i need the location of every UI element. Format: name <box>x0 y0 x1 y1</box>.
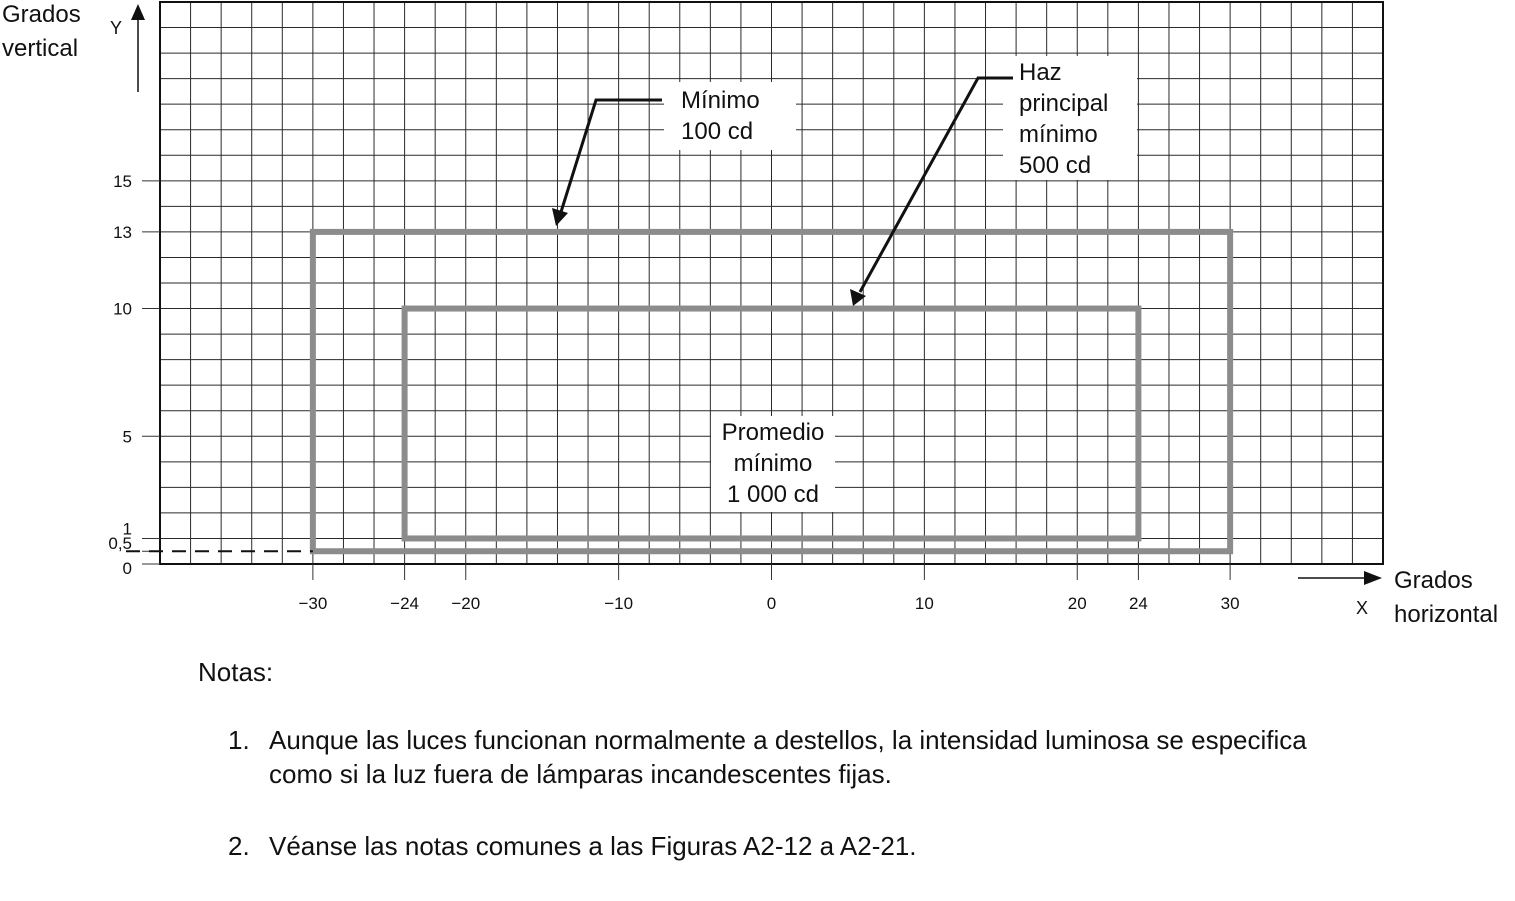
x-tick-label: −20 <box>451 594 481 613</box>
note-number: 1. <box>228 725 250 755</box>
y-axis-letter: Y <box>110 18 123 38</box>
haz-text: mínimo <box>1019 121 1098 148</box>
annotations <box>552 56 1137 512</box>
y-axis-title-line2: vertical <box>2 35 79 62</box>
promedio-text: 1 000 cd <box>726 481 820 508</box>
axis-ticks <box>108 172 1239 613</box>
minimo-leader <box>561 100 662 212</box>
x-axis-letter: X <box>1356 598 1369 618</box>
x-tick-label: −10 <box>604 594 634 613</box>
x-tick-label: 30 <box>1220 594 1240 613</box>
note-line: Véanse las notas comunes a las Figuras A2-12 a A2-21. <box>269 831 917 861</box>
x-tick-label: 0 <box>766 594 777 613</box>
x-arrow-head-icon <box>1364 571 1382 585</box>
note-number: 2. <box>228 831 250 861</box>
haz-text: Haz <box>1019 59 1062 86</box>
y-tick-label: 1 <box>122 519 132 539</box>
note-item <box>228 723 1498 791</box>
note-item <box>228 829 1498 863</box>
haz-leader <box>860 78 1013 292</box>
y-tick-label: 5 <box>122 427 132 447</box>
y-tick-label: 13 <box>113 222 132 242</box>
x-axis-title-line2: horizontal <box>1394 601 1499 628</box>
minimo-text: Mínimo <box>681 87 760 114</box>
y-tick-label: 10 <box>113 299 132 319</box>
x-axis-title-line1: Grados <box>1394 567 1473 594</box>
promedio-text: mínimo <box>733 450 813 477</box>
note-line: como si la luz fuera de lámparas incandescentes fijas. <box>269 759 892 789</box>
y-tick-label: 0 <box>122 559 132 578</box>
x-tick-label: 24 <box>1128 594 1148 613</box>
x-tick-label: 20 <box>1067 594 1087 613</box>
y-arrow-head-icon <box>131 4 145 20</box>
y-tick-label: 0,5 <box>108 534 132 554</box>
minimo-arrowhead-icon <box>552 208 568 226</box>
y-axis-title-line1: Grados <box>2 1 81 28</box>
notes-title: Notas: <box>198 657 274 687</box>
notes-section <box>198 655 1498 901</box>
note-text <box>269 829 1498 863</box>
x-tick-label: 10 <box>914 594 934 613</box>
haz-text: principal <box>1019 90 1109 117</box>
note-text <box>269 723 1498 791</box>
x-tick-label: −30 <box>298 594 328 613</box>
promedio-text: Promedio <box>721 419 825 446</box>
minimo-text: 100 cd <box>681 118 754 145</box>
x-tick-label: −24 <box>390 594 420 613</box>
note-line: Aunque las luces funcionan normalmente a destellos, la intensidad luminosa se especifica <box>269 725 1307 755</box>
y-tick-label: 15 <box>113 171 132 191</box>
haz-text: 500 cd <box>1019 152 1092 179</box>
